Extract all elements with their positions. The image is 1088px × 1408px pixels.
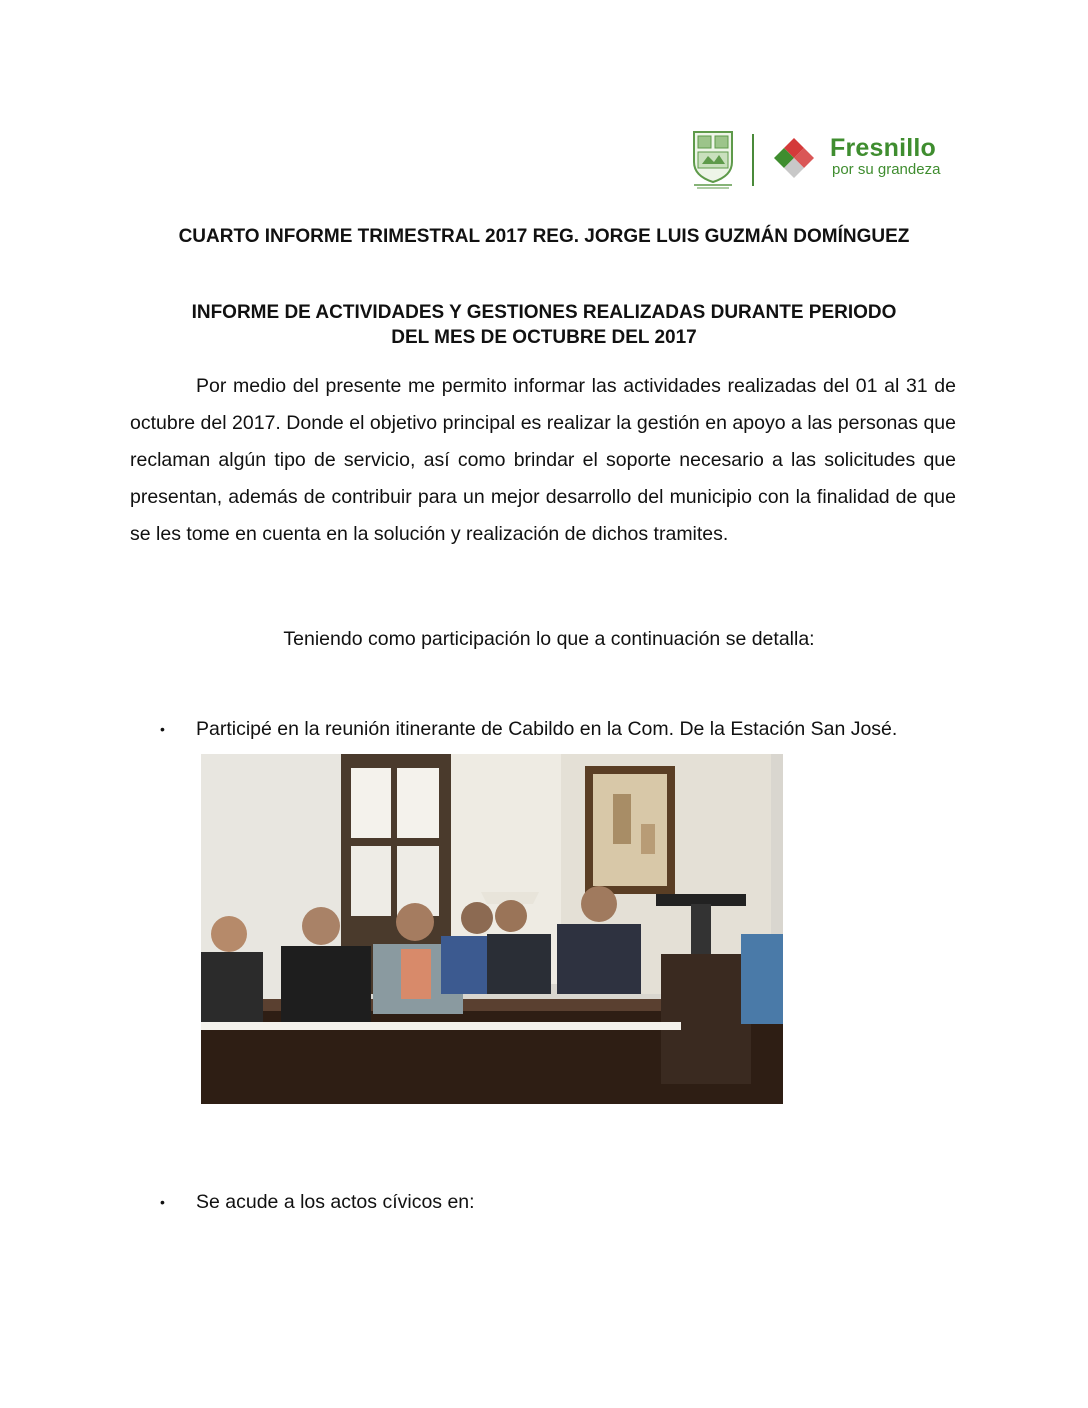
report-title: CUARTO INFORME TRIMESTRAL 2017 REG. JORGE LUIS GUZMÁN DOMÍNGUEZ [178,226,910,247]
bullet-icon: • [160,1194,165,1210]
meeting-photo [201,754,783,1104]
section-title-line-1: INFORME DE ACTIVIDADES Y GESTIONES REALIZADAS DURANTE PERIODO [191,302,897,323]
intro-paragraph: Por medio del presente me permito informar las actividades realizadas del 01 al 31 de octubre del 2017. Donde el objetivo principal es realizar la gestión en apoyo a las personas que reclaman algún tipo de servicio, así como brindar el soporte necesario a las solicitudes que presentan, además de contribuir para un mejor desarrollo del municipio con la finalidad de que se les tome en cuenta en la solución y realización de dichos tramites. [130,375,956,545]
list-item [160,1188,560,1218]
header-logos [688,128,958,192]
lead-in-paragraph: Teniendo como participación lo que a continuación se detalla: [283,628,815,650]
logo-divider [752,134,754,186]
list-item-text: Participé en la reunión itinerante de Cabildo en la Com. De la Estación San José. [196,718,898,740]
section-title [130,300,958,350]
list-item-text: Se acude a los actos cívicos en: [196,1191,475,1213]
brand-tagline: por su grandeza [832,161,941,178]
fresnillo-logo-icon [768,136,820,182]
brand-name: Fresnillo [830,134,936,162]
municipal-seal-icon [688,128,738,190]
bullet-icon: • [160,721,165,737]
list-item [160,715,980,745]
section-title-line-2: DEL MES DE OCTUBRE DEL 2017 [391,327,697,348]
